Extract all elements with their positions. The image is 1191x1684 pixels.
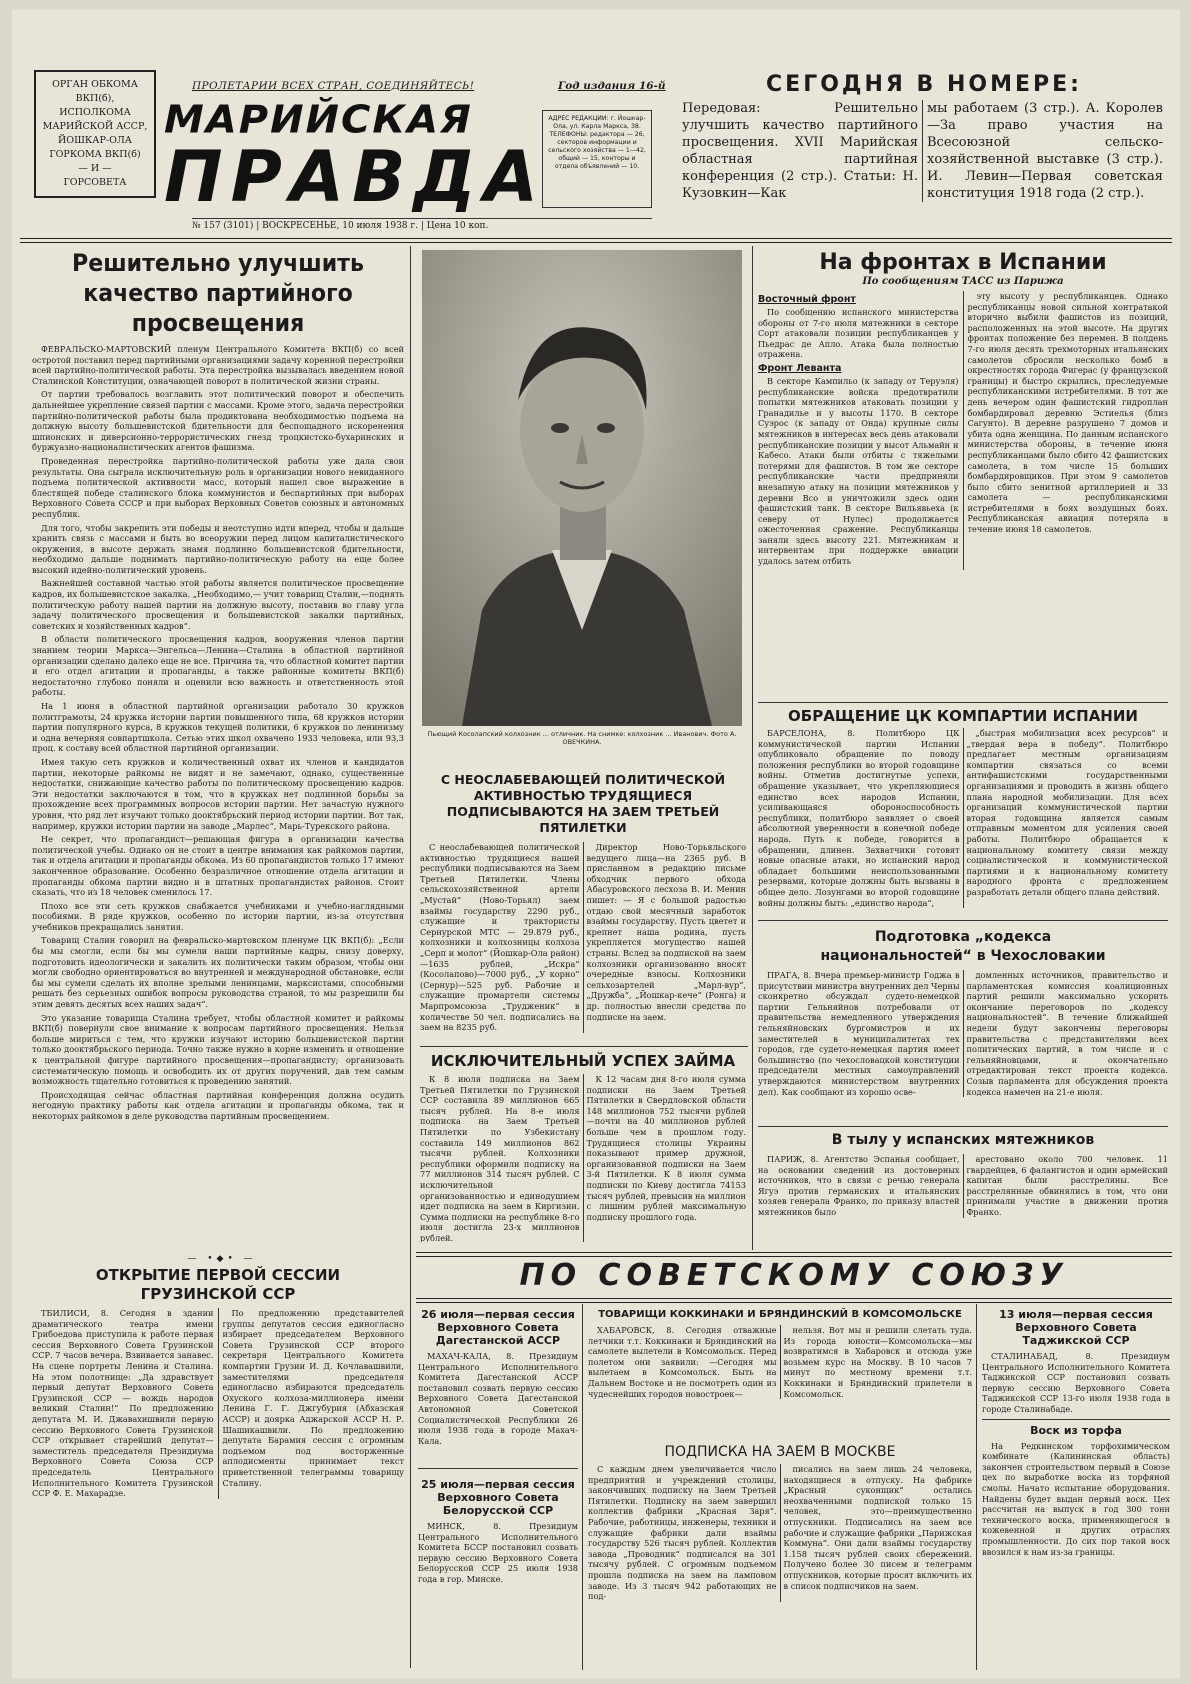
georgia-col-2: По предложению представителей группы депутатов сессия единогласно избирает председателем Верховного Совета Грузинской ССР второго секретаря Центрального Комитета компартии Грузии И. Д. Кочлавашвили, заместителями председателя единогласно избираются председатель Охуского колхоза-миллионера имени Ленина Г. Г. Джгубурия (Абхазская АССР) и доярка Аджарской АССР Н. Р. Шашикашвили. По предложению депутата Барамия сессия с огромным подъемом под восторженные аплодисменты принимает текст приветственной телеграммы товарищу Сталину. (222, 1308, 404, 1488)
georgia-article (32, 1266, 404, 1666)
soviet-union-banner: ПО СОВЕТСКОМУ СОЮЗУ (519, 1258, 1069, 1293)
column-rule (976, 1304, 977, 1670)
editorial-paragraph: Важнейшей составной частью этой работы является политическое просвещение кадров, их большевистское закалка. „Необходимо,— учит товарищ Сталин,—поднять политическую работу нашей партии на должную высоту, поставив во главу угла задачу политического просвещения и большевистской закалки партийных, советских и хозяйственных кадров“. (32, 578, 404, 631)
editorial-paragraph: Проведенная перестройка партийно-политической работы уже дала свои результаты. Она сыграла исключительную роль в организации нового невиданного подъема политической активности масс, который нашел свое выражение в блестящей победе сталинского блока коммунистов и беспартийных при выборах Верховного Совета СССР и при выборах Верховных Советов союзных и автономных республик. (32, 455, 404, 519)
column-rule (582, 1304, 583, 1670)
loan-headline: С НЕОСЛАБЕВАЮЩЕЙ ПОЛИТИЧЕСКОЙ АКТИВНОСТЬЮ ТРУДЯЩИЕСЯ ПОДПИСЫВАЮТСЯ НА ЗАЕМ ТРЕТЬЕЙ ПЯТИЛЕТКИ (440, 772, 726, 835)
georgia-headline: ОТКРЫТИЕ ПЕРВОЙ СЕССИИ ГРУЗИНСКОЙ ССР (95, 1266, 341, 1303)
contents-col-2: мы работаем (3 стр.). А. Королев—За право участия на Всесоюзной сельско-хозяйственной выставке (3 стр.). И. Левин—Первая советская конституция 1918 года (2 стр.). (927, 101, 1163, 201)
section-rule (418, 1468, 578, 1469)
pilots-col-1: ХАБАРОВСК, 8. Сегодня отважные летчики т.т. Коккинаки и Бряндинский на самолете вылетели в Комсомольск. Перед полетом они заявили: —Сегодня мы вылетаем в Комсомольск. Быть на Дальнем Востоке и не посмотреть один из чудеснейших городов новостроек— (588, 1325, 781, 1399)
contents-col-1: Передовая: Решительно улучшить качество партийного просвещения. XVII Марийская областная партийная конференция (2 стр.). Статьи: Н. Кузовкин—Как (682, 100, 923, 202)
pilots-article (588, 1304, 972, 1440)
editorial-paragraph: На 1 июня в областной партийной организации работало 30 кружков политграмоты, 24 кружка истории партии повышенного типа, 68 кружков истории партии популярного курса, 8 кружков текущей политики, 6 кружков по ленинизму и одна вечерняя совпартшкола. Сетью этих школ охвачено 1933 человека, или 93,3 проц. к составу всей областной партийной организации. (32, 701, 404, 754)
tajik-headline: 13 июля—первая сессия Верховного Совета Таджикской ССР (999, 1308, 1153, 1347)
portrait-photo (422, 250, 742, 726)
column-rule (752, 246, 753, 1250)
slogan: ПРОЛЕТАРИИ ВСЕХ СТРАН, СОЕДИНЯЙТЕСЬ! (192, 80, 475, 92)
issue-line: № 157 (3101) | ВОСКРЕСЕНЬЕ, 10 июля 1938 г. | Цена 10 коп. (192, 218, 652, 231)
georgia-col-1: ТБИЛИСИ, 8. Сегодня в здании драматического театра имени Грибоедова приступила к работе первая сессия Верховного Совета Грузинской ССР. 7 часов вечера. Взвивается занавес. На сцене портреты Ленина и Сталина. На этом полотнище: „Да здравствует первый депутат Верховного Совета Грузинской ССР — вождь народов великий Сталин!“ По предложению депутата М. И. Джавахишвили первую сессию Верховного Совета Грузинской ССР открывает старейший депутат—заместитель председателя Президиума Верховного Совета Союза ССР председатель Центрального Исполнительного Комитета Грузинской ССР Ф. Е. Махарадзе. (32, 1308, 219, 1499)
spain-article (758, 250, 1168, 698)
section-rule (758, 702, 1168, 703)
editorial-paragraph: Для того, чтобы закрепить эти победы и неотступно идти вперед, чтобы и дальше хранить связь с массами и быть во всеоружии перед лицом капиталистического окружения, в высоте держать знамя подлинно большевистской бдительности, необходимо дальше поднимать партийно-политическую работу на еще более высокий идейно-политический уровень. (32, 522, 404, 575)
moscow-loan-article (588, 1442, 972, 1672)
section-rule (982, 1419, 1170, 1420)
tajik-text: СТАЛИНАБАД, 8. Президиум Центрального Исполнительного Комитета Таджикской ССР постановил созвать первую сессию Верховного Совета Таджикской ССР 13-го июля 1938 года в городе Сталинабаде. (982, 1351, 1170, 1414)
east-front-heading: Восточный фронт (758, 294, 856, 305)
contents-box (682, 72, 1166, 222)
photo-caption: Пьющий Косолапский колхозник ... отличник. На снимке: колхозник ... Иванович. Фото А. ОВЕЧКИНА. (427, 730, 737, 746)
moscow-loan-headline: ПОДПИСКА НА ЗАЕМ В МОСКВЕ (664, 1444, 896, 1460)
belarus-headline: 25 июля—первая сессия Верховного Совета Белорусской ССР (421, 1478, 575, 1517)
cp-spain-col-1: БАРСЕЛОНА, 8. Политбюро ЦК коммунистической партии Испании опубликовало обращение по поводу положения республики во второй годовщине войны. Отметив достигнутые успехи, обращение указывает, что укрепляющиеся единство всех народов Испании, усиливающаяся обороноспособность республики, политбюро заявляет о своей абсолютной уверенности в конечной победе народа. Путь к победе, говорится в обращении, длинен. Захватчики готовят новые опасные атаки, но испанский народ обладает большими неиспользованными резервами, которые должны быть вызваны в общее дело. Лозунгами во второй годовщине войны должны быть: „единство народа“, (758, 728, 964, 908)
section-separator: — •◆• — (187, 1254, 257, 1264)
cp-spain-article (758, 706, 1168, 916)
czech-article (758, 924, 1168, 1144)
spain-headline: На фронтах в Испании (819, 250, 1107, 275)
loan-article (420, 772, 746, 1042)
rebels-headline: В тылу у испанских мятежников (831, 1132, 1095, 1148)
dagestan-article (418, 1304, 578, 1464)
editorial-article (32, 248, 404, 1248)
levant-front-text: В секторе Кампильо (к западу от Теруэля) республиканские войска предотвратили попытки мятежников атаковать позиции у Гранадилье и у высоты 1170. В секторе Суэрос (к западу от Онда) крупные силы мятежников в интересах весь день атаковали республиканские позиции у высот Альмайн и Кабесо. Атаки были отбиты с тяжелыми потерями для фашистов. В том же секторе республиканские части предприняли внезапную атаку на позиции мятежников у деревни Всо и уничтожили здесь один фашистский танк. В секторе Вильявьеха (к северу от Нулес) продолжается ожесточенная сражение. Республиканцы заняли здесь высоту 221. Мятежникам и интервентам при поддержке авиации удалось затем отбить (758, 375, 959, 567)
portrait-image (422, 250, 742, 726)
banner-rule-bottom (416, 1298, 1172, 1303)
year-of-publication: Год издания 16-й (558, 80, 666, 92)
tajik-article (982, 1304, 1170, 1674)
editorial-paragraph: От партии требовалось возглавить этот политический поворот и обеспечить дальнейшее укрепление связей партии с массами. Кроме этого, задача перестройки партийно-политической работы была продиктована необходимостью подъема на должную высоту большевистской бдительности для беспощадного искоренения шпионских и диверсионно-террористических гнезд троцкистско-бухаринских и буржуазно-националистических агентов фашизма. (32, 389, 404, 453)
title-line-1: МАРИЙСКАЯ (164, 98, 473, 142)
pilots-headline: ТОВАРИЩИ КОККИНАКИ И БРЯНДИНСКИЙ В КОМСОМОЛЬСКЕ (598, 1309, 962, 1320)
rebels-col-1: ПАРИЖ, 8. Агентство Эспанья сообщает, на основании сведений из достоверных источников, что в связи с речью генерала Ягуэ против германских и итальянских хозяев генерала Франко, по приказу властей мятежников было (758, 1154, 964, 1218)
wax-headline: Воск из торфа (1030, 1423, 1122, 1437)
editorial-paragraph: Имея такую сеть кружков и количественный охват их членов и кандидатов партии, некоторые райкомы не видят и не замечают, однако, существенные недостатки, снижающие качество работы по политическому просвещению кадров. Эти недостатки заключаются в том, что в кружках нет подлинной борьбы за прохождение всех программных вопросов истории партии. Нет зачастую нужного уровня, что ряд лет изучают только дооктябрьский период истории партии. Вот так, например, кружки истории партии на заводе „Марлес“, Марь-Турекского района. (32, 756, 404, 831)
success-col-1: К 8 июля подписка на Заем Третьей Пятилетки по Грузинской ССР составила 89 миллионов 665 тысяч рублей. На 8-е июля подписка на Заем Третьей Пятилетки по Узбекистану составила 149 миллионов 862 тысячи рублей. Колхозники республики оформили подписку на 77 миллионов 314 тысяч рублей. С исключительной организованностью и единодушием идет подписка на заем в Киргизии. Сумма подписки на республике 8-го июля достигла 23-х миллионов рублей. (420, 1074, 584, 1242)
loan-col-2: Директор Ново-Торьяльского ведущего лица—на 2365 руб. В присланном в редакцию письме обходчик первого обхода Абасуровского лесхоза В. И. Менин пишет: — Я с большой радостью отдаю свой месячный заработок взаймы государству. Пусть цветет и крепнет наша родина, пусть укрепляется могущество нашей страны. Вслед за подпиской на заем колхозники организованно вносят очередные взносы. Колхозники сельхозартелей „Марл-вур“, „Дружба“, „Йошкар-кече“ (Ронга) и др. полностью внесли средства по подписке на заем. (586, 842, 746, 1022)
editorial-paragraph: Происходящая сейчас областная партийная конференция должна осудить негодную практику работы как отдела агитации и пропаганды обкома, так и некоторых райкомов в деле руководства партийным просвещением. (32, 1089, 404, 1121)
banner-rule-top (416, 1252, 1172, 1257)
newspaper-title (164, 98, 546, 218)
publisher-box: ОРГАН ОБКОМА ВКП(б), ИСПОЛКОМА МАРИЙСКОЙ АССР, ЙОШКАР-ОЛА ГОРКОМА ВКП(б) — И — ГОРСОВЕТА (34, 70, 156, 198)
levant-front-heading: Фронт Леванта (758, 362, 842, 374)
section-rule (758, 1126, 1168, 1127)
editorial-paragraph: Это указание товарища Сталина требует, чтобы областной комитет и райкомы ВКП(б) повернули свое внимание к вопросам партийного просвещения. Нельзя больше мириться с тем, что кружки изучают историю большевистской партии только дооктябрьского периода. Точно также нужно в корне изменить и отношение к центральной фигуре партийного просвещения—пропагандисту; организовать систематическую помощь и освободить их от других поручений, дав тем самым возможность тщательно готовиться к проведению занятий. (32, 1012, 404, 1087)
pilots-col-2: нельзя. Вот мы и решили слетать туда. Из города юности—Комсомольска—мы возвратимся в Хабаровск и отсюда уже возьмем курс на Москву. В 10 часов 7 минут по местному времени т.т. Коккинаки и Бряндинский прилетели в Комсомольск. (783, 1325, 972, 1399)
editorial-paragraph: Плохо все эти сеть кружков снабжается учебниками и учебно-наглядными пособиями. В ряде кружков, особенно по истории партии, из-за отсутствия учебников прекращались занятия. (32, 900, 404, 932)
success-article (420, 1052, 746, 1242)
editorial-headline: Решительно улучшить качество партийного просвещения (72, 249, 364, 337)
spain-subhead: По сообщениям ТАСС из Парижа (862, 276, 1064, 287)
czech-col-2: домленных источников, правительство и парламентская комиссия коалиционных партий решили максимально ускорить окончание переговоров по „кодексу национальностей“. В течение ближайшей недели будут закончены переговоры правительства с представителями всех политических партий, в том числе и с гельняйновцами, и окончательно отредактирован текст проекта кодекса. Созыв парламента для обсуждения проекта кодекса намечен на 21-е июля. (966, 970, 1168, 1097)
spain-col-2: эту высоту у республиканцев. Однако республиканцы новой сильной контратакой вторично выбили фашистов из позиций, расположенных на этой высоте. На других фронтах положение без перемен. В полдень 7-го июля десять трехмоторных итальянских самолетов сбросили несколько бомб в окрестностях города Фигерас (у французской границы) и быстро скрылись, преследуемые республиканскими истребителями. В тот же день вечером один фашистский гидроплан бомбардировал деревню Эстиелья (близ Сагунто). В деревне разрушено 7 домов и убита одна женщина. По данным испанского министерства обороны, в течение июня республиканцами было сбито 42 фашистских самолета, в том числе 15 больших бомбардировщиков. При этом 9 самолетов было сбито зенитной артиллерией и 33 самолета — республиканскими истребителями в боях воздушных боях. Республиканская авиация потеряла в течение июня 18 самолетов. (967, 291, 1168, 535)
success-col-2: К 12 часам дня 8-го июля сумма подписки на Заем Третьей Пятилетки в Свердловской области 148 миллионов 752 тысячи рублей—почти на 40 миллионов рублей больше чем в прошлом году. Трудящиеся столицы Украины показывают пример дружной, организованной подписки на Заем 3-й Пятилетки. К 8 июля сумма подписки по Киеву достигла 74153 тысяч рублей, превысив на миллион с лишним рублей максимальную подписку прошлого года. (586, 1074, 746, 1222)
dagestan-text: МАХАЧ-КАЛА, 8. Президиум Центрального Исполнительного Комитета Дагестанской АССР постановил созвать первую сессию Верховного Совета Дагестанской Автономной Советской Социалистической Республики 26 июля 1938 года в городе Махач-Кала. (418, 1351, 578, 1446)
dagestan-headline: 26 июля—первая сессия Верховного Совета Дагестанской АССР (421, 1308, 575, 1347)
editorial-address-box: АДРЕС РЕДАКЦИИ: г. Йошкар-Ола, ул. Карла Маркса, 38. ТЕЛЕФОНЫ: редактора — 26, секторов информации и сельского хозяйства — 1—42, общий — 15, конторы и отдела объявлений — 10. (542, 110, 652, 208)
editorial-paragraph: Товарищ Сталин говорил на февральско-мартовском пленуме ЦК ВКП(б): „Если бы мы смогли, если бы мы сумели наши партийные кадры, снизу доверху, подготовить идеологически и закалить их политически таким образом, чтобы они могли свободно ориентироваться во внутренней и международной обстановке, если бы мы сумели сделать их вполне зрелыми ленинцами, марксистами, способными решать без серьезных ошибок вопросы руководства страной, то мы разрешили бы этим девять десятых всех наших задач“. (32, 935, 404, 1010)
belarus-article (418, 1474, 578, 1670)
moscow-col-1: С каждым днем увеличивается число предприятий и учреждений столицы, закончивших подписку на Заем Третьей Пятилетки. Подписку на заем завершил коллектив фабрики „Красная Заря“. Рабочие, работницы, инженеры, техники и служащие фабрики дали взаймы государству 526 тысяч рублей. Коллектив завода „Проводник“ подписался на 301 тысячу рублей. С огромным подъемом прошла подписка на заем на ламповом заводе. Из 3 тысяч 942 работающих не под- (588, 1464, 781, 1602)
wax-text: На Редкинском торфохимическом комбинате (Калининская область) закончен строительством первый в Союзе цех по выработке воска из торфяной смолы. Начато испытание оборудования. Найдены будет выдан первый воск. Цех рассчитан на выпуск в год 300 тонн технического воска, применяющегося в кожевенной и других отраслях промышленности. До сих пор такой воск ввозился к нам из-за границы. (982, 1440, 1170, 1557)
contents-title: СЕГОДНЯ В НОМЕРЕ: (766, 72, 1082, 97)
rebels-col-2: арестовано около 700 человек. 11 гвардейцев, 6 фалангистов и один армейский капитан были расстреляны. Все расстрелянные обвинялись в том, что они принимали участие в движении против Франко. (966, 1154, 1168, 1217)
moscow-col-2: писались на заем лишь 24 человека, находящиеся в отпуску. На фабрике „Красный суконщик“ остались неохваченными подпиской только 15 человек, это—преимущественно отпускники. Подписались на заем все рабочие и служащие фабрики „Парижская Коммуна“. Они дали взаймы государству 1.158 тысяч рублей своих сбережений. Получено более 30 писем и телеграмм отпускников, которые просят включить их в список подписчиков на заем. (783, 1464, 972, 1591)
newspaper-page (12, 10, 1180, 1678)
success-headline: ИСКЛЮЧИТЕЛЬНЫЙ УСПЕХ ЗАЙМА (430, 1052, 736, 1070)
czech-headline: Подготовка „кодекса национальностей“ в Чехословакии (820, 929, 1106, 964)
east-front-text: По сообщению испанского министерства обороны от 7-го июля мятежники в секторе Сорт атаковали позиции республиканцев у Пьедрас де Апло. Атака была полностью отражена. (758, 307, 959, 360)
editorial-paragraph: ФЕВРАЛЬСКО-МАРТОВСКИЙ пленум Центрального Комитета ВКП(б) со всей остротой поставил перед партийными организациями задачу коренной перестройки всей партийно-политической работы. Эта перестройка вызывалась введением новой Сталинской Конституции, означающей поворот в политической жизни страны. (32, 344, 404, 386)
belarus-text: МИНСК, 8. Президиум Центрального Исполнительного Комитета БССР постановил созвать первую сессию Верховного Совета Белорусской ССР 25 июля 1938 года в гор. Минске. (418, 1521, 578, 1584)
editorial-paragraph: В области политического просвещения кадров, вооружения членов партии знанием теории Маркса—Энгельса—Ленина—Сталина в областной партийной организации сделано далеко еще не все. Причина та, что областной комитет партии и его отдел агитации и пропаганды, а также районные комитеты ВКП(б) недостаточно глубоко поняли и оценили всю важность и ответственность этой работы. (32, 634, 404, 698)
loan-col-1: С неослабевающей политической активностью трудящиеся нашей республики подписываются на Заем Третьей Пятилетки. Члены сельскохозяйственной артели „Мустай“ (Ново-Торьял) заем взаймы государству 2290 руб., служащие и трактористы Сернурской МТС — 29.879 руб., колхозники и колхозницы колхоза „Серп и молот“ (Йошкар-Ола район)—1635 рублей, „Искра“ (Косолапово)—7000 руб., „У корно“ (Сернур)—525 руб. Рабочие и служащие промартели системы Марпромсоюза „Трудженик“ в количестве 50 чел. подписались на заем на 8235 руб. (420, 842, 584, 1033)
section-rule (758, 920, 1168, 921)
column-rule (410, 246, 411, 1668)
cp-spain-headline: ОБРАЩЕНИЕ ЦК КОМПАРТИИ ИСПАНИИ (788, 707, 1138, 725)
masthead-rule (20, 238, 1172, 243)
title-line-2: ПРАВДА (164, 136, 546, 218)
section-rule (420, 1046, 748, 1047)
czech-col-1: ПРАГА, 8. Вчера премьер-министр Годжа в присутствии министра внутренних дел Черны сконкретно обсуждал судето-немецкой партии Гельняйнов потребовали от правительства немедленного утверждения гельняйновских бургомистров и их заместителей в муниципалитетах тех городов, где судето-немецкая партия имеет большинство (по чехословацкой конституции председатели местных самоуправлений утверждаются министерством внутренних дел). Как сообщают из хорошо осве- (758, 970, 964, 1097)
cp-spain-col-2: „быстрая мобилизация всех ресурсов“ и „твердая вера в победу“. Политбюро предлагает местным организациям компартии связаться со всеми антифашистскими государственными организациями и проводить в жизнь общего плана народной мобилизации. Для всех организаций коммунистической партии вторая годовщина является самым отправным моментом для усиления своей работы. Политбюро обращается к национальному комитету связи между социалистической и коммунистической партиями и к национальному комитету народного фронта с предложением разработать детали общего плана действий. (966, 728, 1168, 897)
editorial-paragraph: Не секрет, что пропагандист—решающая фигура в организации качества политической учебы. Однако он не стоит в центре внимания как райкомов партии, так и отдела агитации и пропаганды обкома. Из 60 пропагандистов только 17 имеют законченное образование. Особенно безразличное отношение отдела агитации и пропаганды обкома партии видно и в штатных пропагандистах районов. Стоит сказать, что из 18 человек сменилось 17. (32, 834, 404, 898)
rebels-article (758, 1130, 1168, 1246)
